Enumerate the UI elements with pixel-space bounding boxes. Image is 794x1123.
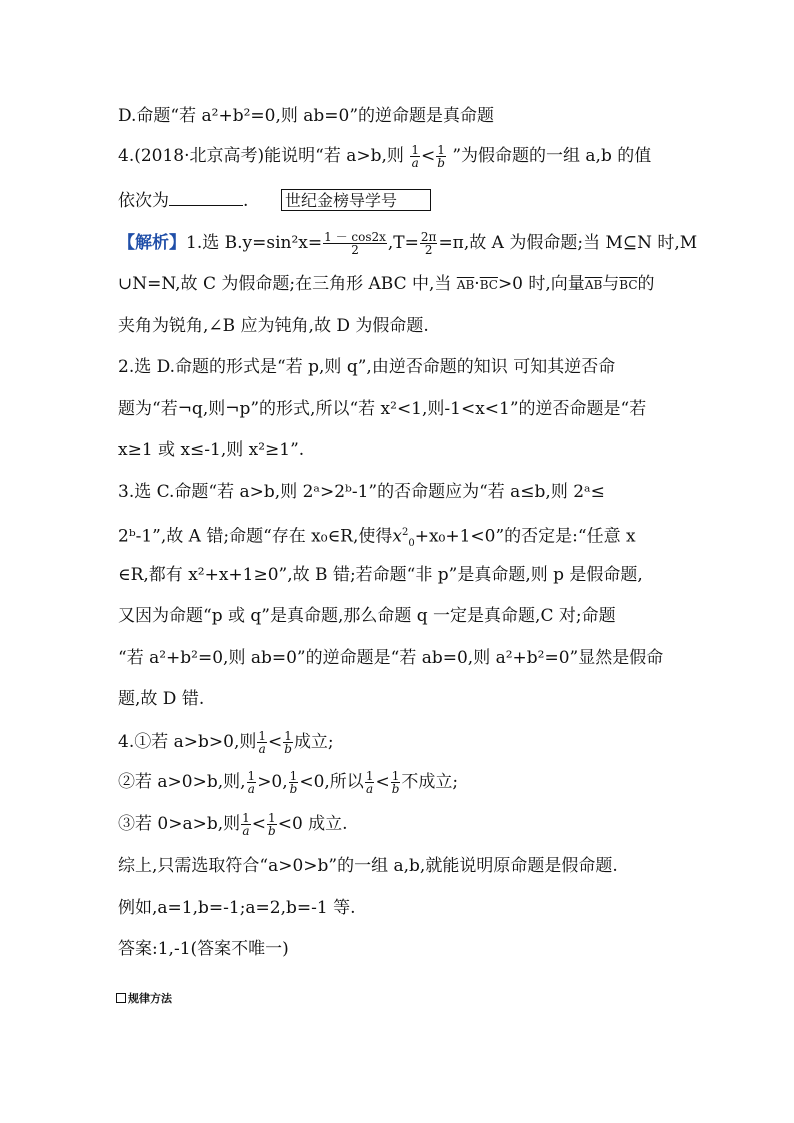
solution-3-line-2 (118, 521, 636, 556)
solution-tag: 【解析】 (118, 233, 186, 253)
solution-4-text-1: 4.①若 a>b>0,则 (118, 732, 257, 752)
solution-1-text-3: 夹角为锐角,∠B 应为钝角,故 D 为假命题. (118, 316, 429, 336)
example-text: 例如,a=1,b=-1;a=2,b=-1 等. (118, 898, 356, 918)
de-text: 的 (637, 274, 655, 294)
less-zero: <0,所以 (299, 772, 364, 792)
solution-3-text-2: 2ᵇ-1”,故 A 错;命题“存在 x₀∈R,使得 (118, 526, 393, 547)
solution-1-text-2: ∪N=N,故 C 为假命题;在三角形 ABC 中,当 (118, 274, 452, 294)
fraction-1-over-a-5: $\frac{1}{a}$ (242, 811, 250, 838)
solution-2-text-2: 题为“若¬q,则¬p”的形式,所以“若 x²<1,则-1<x<1”的逆否命题是“若 (118, 399, 647, 419)
x0-sup: 2 (401, 527, 409, 538)
summary-line (118, 854, 618, 878)
question-4-text: 4.(2018·北京高考)能说明“若 a>b,则 (118, 146, 404, 166)
fraction-1-over-a-2: $\frac{1}{a}$ (258, 729, 266, 756)
solution-1-line-3 (118, 314, 429, 338)
question-4-line (118, 144, 651, 169)
fraction-1-over-a: $\frac{1}{a}$ (411, 143, 419, 170)
solution-1-text-end: =π,故 A 为假命题;当 M⊆N 时,M (438, 233, 698, 253)
solution-3-line-6 (118, 687, 204, 711)
x0-squared: x (392, 526, 402, 547)
solution-4-text-2: ②若 a>0>b,则, (118, 772, 246, 792)
not-hold: 不成立; (401, 772, 459, 792)
vector-ab-2: $\overline{AB}$ (584, 278, 603, 292)
solution-2-line-3 (118, 438, 304, 462)
answer-blank-line (118, 189, 248, 213)
greater-zero: >0, (257, 772, 288, 792)
method-badge-label: 规律方法 (128, 992, 172, 1005)
fraction-1-over-b-5: $\frac{1}{b}$ (268, 811, 276, 838)
fraction-2pi: $\frac{2\pi}{2}$ (420, 230, 437, 257)
note-icon (116, 993, 126, 1003)
solution-4-text-3: ③若 0>a>b,则 (118, 814, 241, 834)
fraction-1-over-b-3: $\frac{1}{b}$ (289, 769, 298, 796)
solution-4-line-3 (118, 812, 348, 837)
solution-2-line-2 (118, 397, 646, 421)
solution-3-text-5: “若 a²+b²=0,则 ab=0”的逆命题是“若 ab=0,则 a²+b²=0”显然是假命 (118, 648, 664, 668)
solution-3-text-2-end: +x₀+1<0”的否定是:“任意 x (414, 526, 636, 547)
question-4-text-end: ”为假命题的一组 a,b 的值 (452, 146, 652, 166)
solution-1-line (118, 231, 697, 256)
solution-3-text-4: 又因为命题“p 或 q”是真命题,那么命题 q 一定是真命题,C 对;命题 (118, 606, 616, 626)
solution-2-text-3: x≥1 或 x≤-1,则 x²≥1”. (118, 440, 305, 460)
solution-3-line-5 (118, 646, 663, 670)
period: . (243, 191, 249, 211)
condition-text: >0 时,向量 (497, 274, 585, 294)
solution-4-line-1 (118, 730, 334, 755)
answer-text: 答案:1,-1(答案不唯一) (118, 939, 289, 959)
solution-3-line-4 (118, 604, 616, 628)
less-than-3: < (375, 772, 390, 792)
method-badge (116, 990, 172, 1006)
solution-2-text-1: 2.选 D.命题的形式是“若 p,则 q”,由逆否命题的知识 可知其逆否命 (118, 357, 616, 377)
less-than-2: < (268, 732, 283, 752)
publisher-tag: 世纪金榜导学号 (281, 189, 431, 211)
fraction-1-over-b: $\frac{1}{b}$ (437, 143, 445, 170)
solution-3-text-6: 题,故 D 错. (118, 689, 205, 709)
answer-blank[interactable] (169, 189, 243, 206)
option-d-text: D.命题“若 a²+b²=0,则 ab=0”的逆命题是真命题 (118, 106, 495, 126)
solution-1-text: 1.选 B.y=sin²x= (186, 233, 323, 253)
dot: · (474, 274, 480, 294)
x0-sub: 0 (408, 538, 415, 550)
fraction-1-over-a-4: $\frac{1}{a}$ (365, 769, 374, 796)
solution-3-line-1 (118, 480, 605, 504)
solution-3-text-3: ∈R,都有 x²+x+1≥0”,故 B 错;若命题“非 p”是真命题,则 p 是假命题, (118, 565, 643, 585)
solution-3-text-1: 3.选 C.命题“若 a>b,则 2ᵃ>2ᵇ-1”的否命题应为“若 a≤b,则 2ᵃ≤ (118, 482, 605, 502)
solution-3-line-3 (118, 563, 643, 587)
solution-4-text-3-end: <0 成立. (277, 814, 348, 834)
solution-1-line-2 (118, 272, 655, 297)
period-text: ,T= (387, 233, 419, 253)
and-text: 与 (602, 274, 620, 294)
option-d-line (118, 104, 494, 128)
less-than-4: < (251, 814, 267, 834)
fraction-cos: $\frac{1 - \cos 2x}{2}$ (324, 230, 386, 257)
solution-4-text-1-end: 成立; (293, 732, 334, 752)
summary-text: 综上,只需选取符合“a>0>b”的一组 a,b,就能说明原命题是假命题. (118, 856, 618, 876)
fraction-1-over-b-2: $\frac{1}{b}$ (284, 729, 292, 756)
vector-bc: $\overline{BC}$ (479, 278, 498, 292)
less-than: < (420, 146, 436, 166)
vector-bc-2: $\overline{BC}$ (619, 278, 638, 292)
vector-ab: $\overline{AB}$ (456, 278, 475, 292)
example-line (118, 896, 356, 920)
answer-prefix: 依次为 (118, 191, 169, 211)
solution-4-line-2 (118, 770, 458, 795)
fraction-1-over-a-3: $\frac{1}{a}$ (247, 769, 256, 796)
solution-2-line-1 (118, 355, 615, 379)
fraction-1-over-b-4: $\frac{1}{b}$ (391, 769, 400, 796)
answer-line (118, 937, 289, 961)
